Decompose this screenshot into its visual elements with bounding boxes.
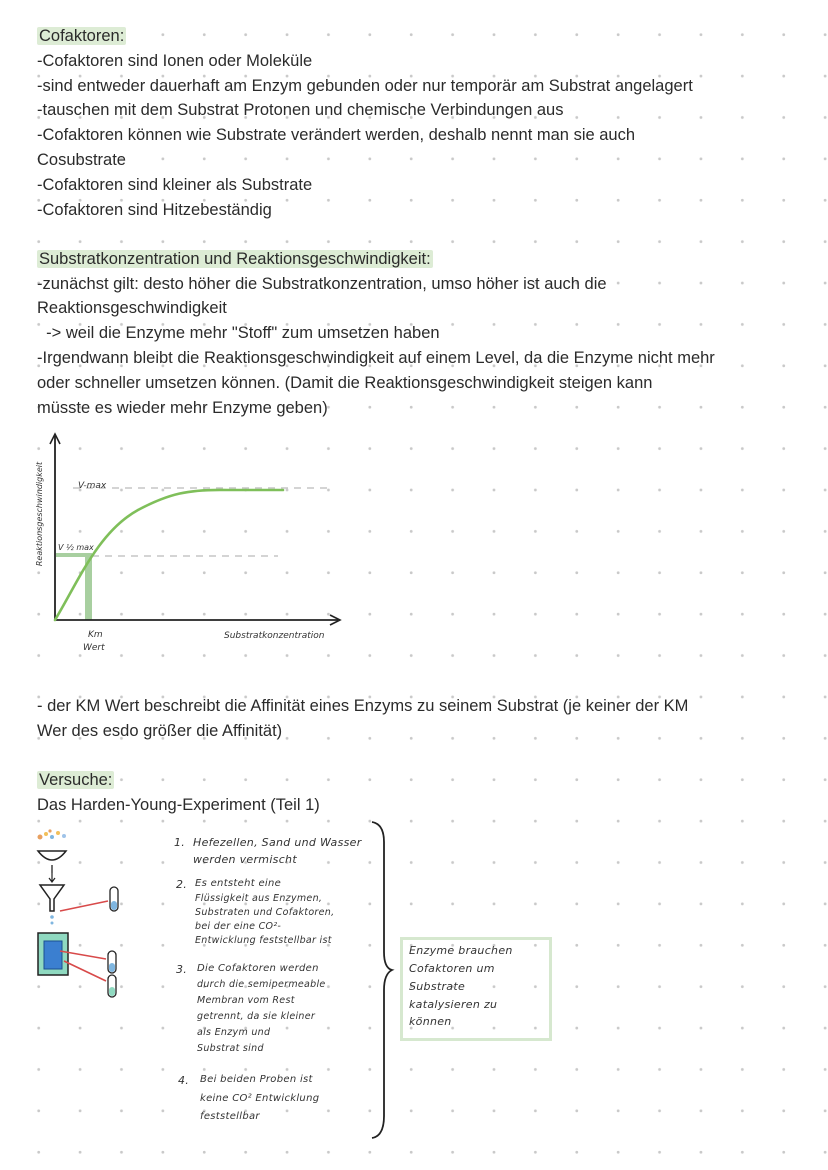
- pointer-line: [64, 961, 106, 981]
- yeast-dot: [62, 834, 66, 838]
- step-line: Die Cofaktoren werden: [197, 963, 319, 974]
- step-line: Hefezellen, Sand und Wasser: [193, 836, 362, 849]
- curly-brace: [368, 818, 398, 1142]
- step-number: 3.: [176, 963, 188, 976]
- step-line: Entwicklung feststellbar ist: [195, 935, 332, 946]
- step-line: Membran vom Rest: [197, 995, 295, 1006]
- heading-versuche: Versuche:: [39, 771, 113, 789]
- step-number: 1.: [174, 836, 186, 849]
- step-line: feststellbar: [200, 1111, 260, 1122]
- km-label-wert: Wert: [83, 643, 105, 653]
- text-line: -Irgendwann bleibt die Reaktionsgeschwindigkeit auf einem Level, da die Enzyme nicht mehr: [37, 349, 715, 367]
- text-line: oder schneller umsetzen können. (Damit die Reaktionsgeschwindigkeit steigen kann: [37, 374, 653, 392]
- step-line: Substrat sind: [197, 1043, 264, 1054]
- pointer-line: [60, 901, 108, 911]
- step-line: Substraten und Cofaktoren,: [195, 907, 335, 918]
- step-line: Bei beiden Proben ist: [200, 1074, 313, 1085]
- saturation-chart: [28, 422, 358, 662]
- test-tube-liquid: [109, 963, 115, 972]
- text-line: -Cofaktoren sind Hitzebeständig: [37, 201, 272, 219]
- yeast-dot: [50, 835, 54, 839]
- yeast-dot: [38, 835, 43, 840]
- step-line: Es entsteht eine: [195, 878, 282, 889]
- step-line: werden vermischt: [193, 853, 297, 866]
- subheading-experiment: Das Harden-Young-Experiment (Teil 1): [37, 796, 320, 814]
- text-line: -Cofaktoren können wie Substrate verändert werden, deshalb nennt man sie auch: [37, 126, 636, 144]
- note-line: Cofaktoren um: [409, 962, 495, 975]
- y-axis-label: Reaktionsgeschwindigkeit: [35, 461, 44, 567]
- yeast-dot: [48, 829, 51, 832]
- note-line: Enzyme brauchen: [409, 944, 513, 957]
- text-line: -zunächst gilt: desto höher die Substratkonzentration, umso höher ist auch die: [37, 275, 607, 293]
- note-line: Substrate: [409, 980, 466, 993]
- funnel: [40, 885, 64, 911]
- step-line: durch die semipermeable: [197, 979, 326, 990]
- step-line: Flüssigkeit aus Enzymen,: [195, 893, 323, 904]
- x-axis-label: Substratkonzentration: [224, 631, 325, 641]
- text-line: - der KM Wert beschreibt die Affinität eines Enzyms zu seinem Substrat (je keiner der KM: [37, 697, 689, 715]
- note-line: können: [409, 1015, 452, 1028]
- drop: [51, 922, 54, 925]
- text-line: -Cofaktoren sind Ionen oder Moleküle: [37, 52, 313, 70]
- note-line: katalysieren zu: [409, 998, 498, 1011]
- text-line: -sind entweder dauerhaft am Enzym gebunden oder nur temporär am Substrat angelagert: [37, 77, 693, 95]
- text-line: Cosubstrate: [37, 151, 126, 169]
- text-line: Wer des esdo größer die Affinität): [37, 722, 283, 740]
- step-line: keine CO² Entwicklung: [200, 1093, 320, 1104]
- drop: [50, 915, 54, 919]
- experiment-illustration: [30, 825, 130, 1005]
- text-line: Reaktionsgeschwindigkeit: [37, 299, 227, 317]
- step-line: getrennt, da sie kleiner: [197, 1011, 316, 1022]
- yeast-dot: [56, 831, 60, 835]
- yeast-dot: [44, 832, 48, 836]
- test-tube-liquid: [109, 987, 115, 996]
- step-line: als Enzym und: [197, 1027, 271, 1038]
- membrane-bag: [44, 941, 62, 969]
- text-line: -tauschen mit dem Substrat Protonen und chemische Verbindungen aus: [37, 101, 564, 119]
- heading-cofaktoren: Cofaktoren:: [39, 27, 125, 45]
- km-label: Km: [88, 630, 103, 640]
- step-number: 2.: [176, 878, 188, 891]
- vmax-label: V-max: [78, 481, 107, 491]
- step-number: 4.: [178, 1074, 190, 1087]
- heading-substratkonzentration: Substratkonzentration und Reaktionsgeschwindigkeit:: [39, 250, 431, 268]
- mortar-bowl: [38, 851, 66, 860]
- arrow-down-icon: [49, 873, 55, 882]
- text-line: -Cofaktoren sind kleiner als Substrate: [37, 176, 313, 194]
- test-tube-liquid: [111, 901, 117, 910]
- step-line: bei der eine CO²-: [195, 921, 282, 932]
- text-line: -> weil die Enzyme mehr "Stoff" zum umsetzen haben: [37, 324, 440, 342]
- text-line: müsste es wieder mehr Enzyme geben): [37, 399, 328, 417]
- half-vmax-label: V ½ max: [58, 543, 94, 552]
